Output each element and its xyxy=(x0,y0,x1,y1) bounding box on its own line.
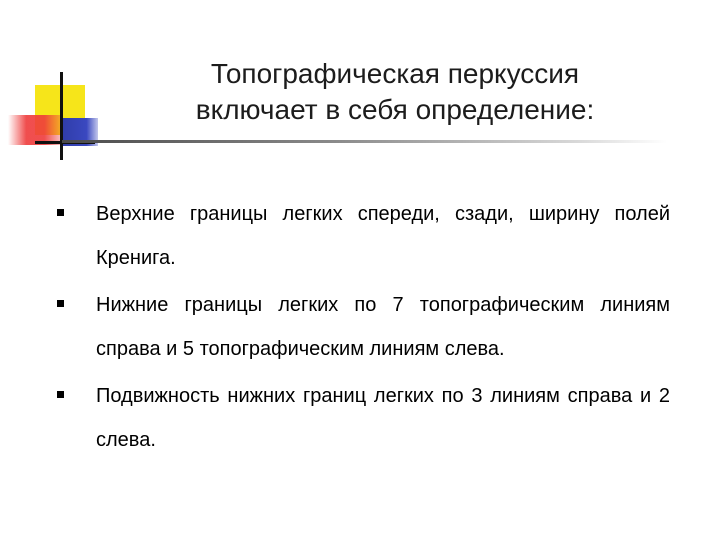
bullet-text-2: Нижние границы легких по 7 топографическим линиям справа и 5 топографическим линиям слева. xyxy=(96,294,670,360)
vertical-line-decoration xyxy=(60,72,63,160)
slide-title-line-2: включает в себя определение: xyxy=(195,94,595,125)
bullet-text-3: Подвижность нижних границ легких по 3 линиям справа и 2 слева. xyxy=(96,385,670,451)
bullet-item-2 xyxy=(50,283,670,371)
bullet-list xyxy=(50,192,670,465)
square-bullet-icon xyxy=(57,209,64,216)
bullet-text-1: Верхние границы легких спереди, сзади, ширину полей Кренига. xyxy=(96,203,670,269)
square-bullet-icon xyxy=(57,391,64,398)
bullet-item-1 xyxy=(50,192,670,280)
slide-title-line-1: Топографическая перкуссия xyxy=(210,58,580,89)
bullet-item-3 xyxy=(50,374,670,462)
decorative-logo-blocks xyxy=(0,0,110,170)
square-bullet-icon xyxy=(57,300,64,307)
title-divider-line xyxy=(62,140,667,143)
slide-title xyxy=(150,56,640,128)
